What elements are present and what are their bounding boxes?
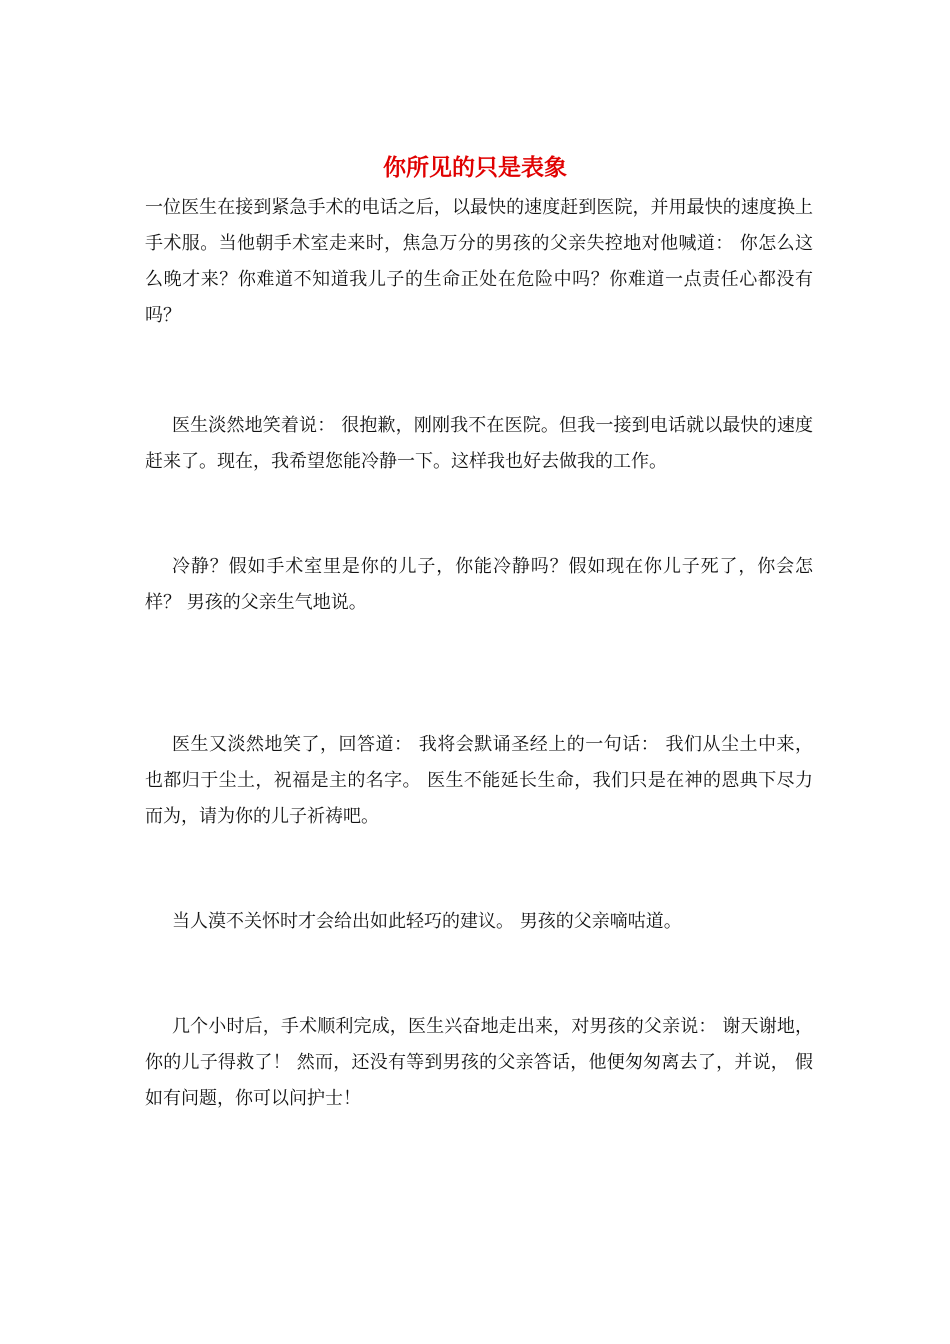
paragraph-4: 医生又淡然地笑了，回答道： 我将会默诵圣经上的一句话： 我们从尘土中来，也都归于尘土，祝福是主的名字。 医生不能延长生命，我们只是在神的恩典下尽力而为，请为你的儿子祈祷吧。 bbox=[145, 734, 813, 827]
paragraph-6: 几个小时后，手术顺利完成，医生兴奋地走出来，对男孩的父亲说： 谢天谢地，你的儿子得救了！ 然而，还没有等到男孩的父亲答话，他便匆匆离去了，并说， 假如有问题，你可以问护士！ bbox=[145, 1016, 813, 1109]
paragraph-3: 冷静？假如手术室里是你的儿子，你能冷静吗？假如现在你儿子死了，你会怎样？ 男孩的父亲生气地说。 bbox=[145, 556, 813, 613]
paragraph-5: 当人漠不关怀时才会给出如此轻巧的建议。 男孩的父亲嘀咕道。 bbox=[172, 911, 682, 932]
paragraph-2: 医生淡然地笑着说： 很抱歉，刚刚我不在医院。但我一接到电话就以最快的速度赶来了。现在，我希望您能冷静一下。这样我也好去做我的工作。 bbox=[145, 415, 813, 472]
page-title: 你所见的只是表象 bbox=[383, 154, 567, 181]
paragraph-1: 一位医生在接到紧急手术的电话之后，以最快的速度赶到医院，并用最快的速度换上手术服。当他朝手术室走来时，焦急万分的男孩的父亲失控地对他喊道： 你怎么这么晚才来？你难道不知道我儿子的生命正处在危险中吗？你难道一点责任心都没有吗？ bbox=[145, 197, 813, 326]
